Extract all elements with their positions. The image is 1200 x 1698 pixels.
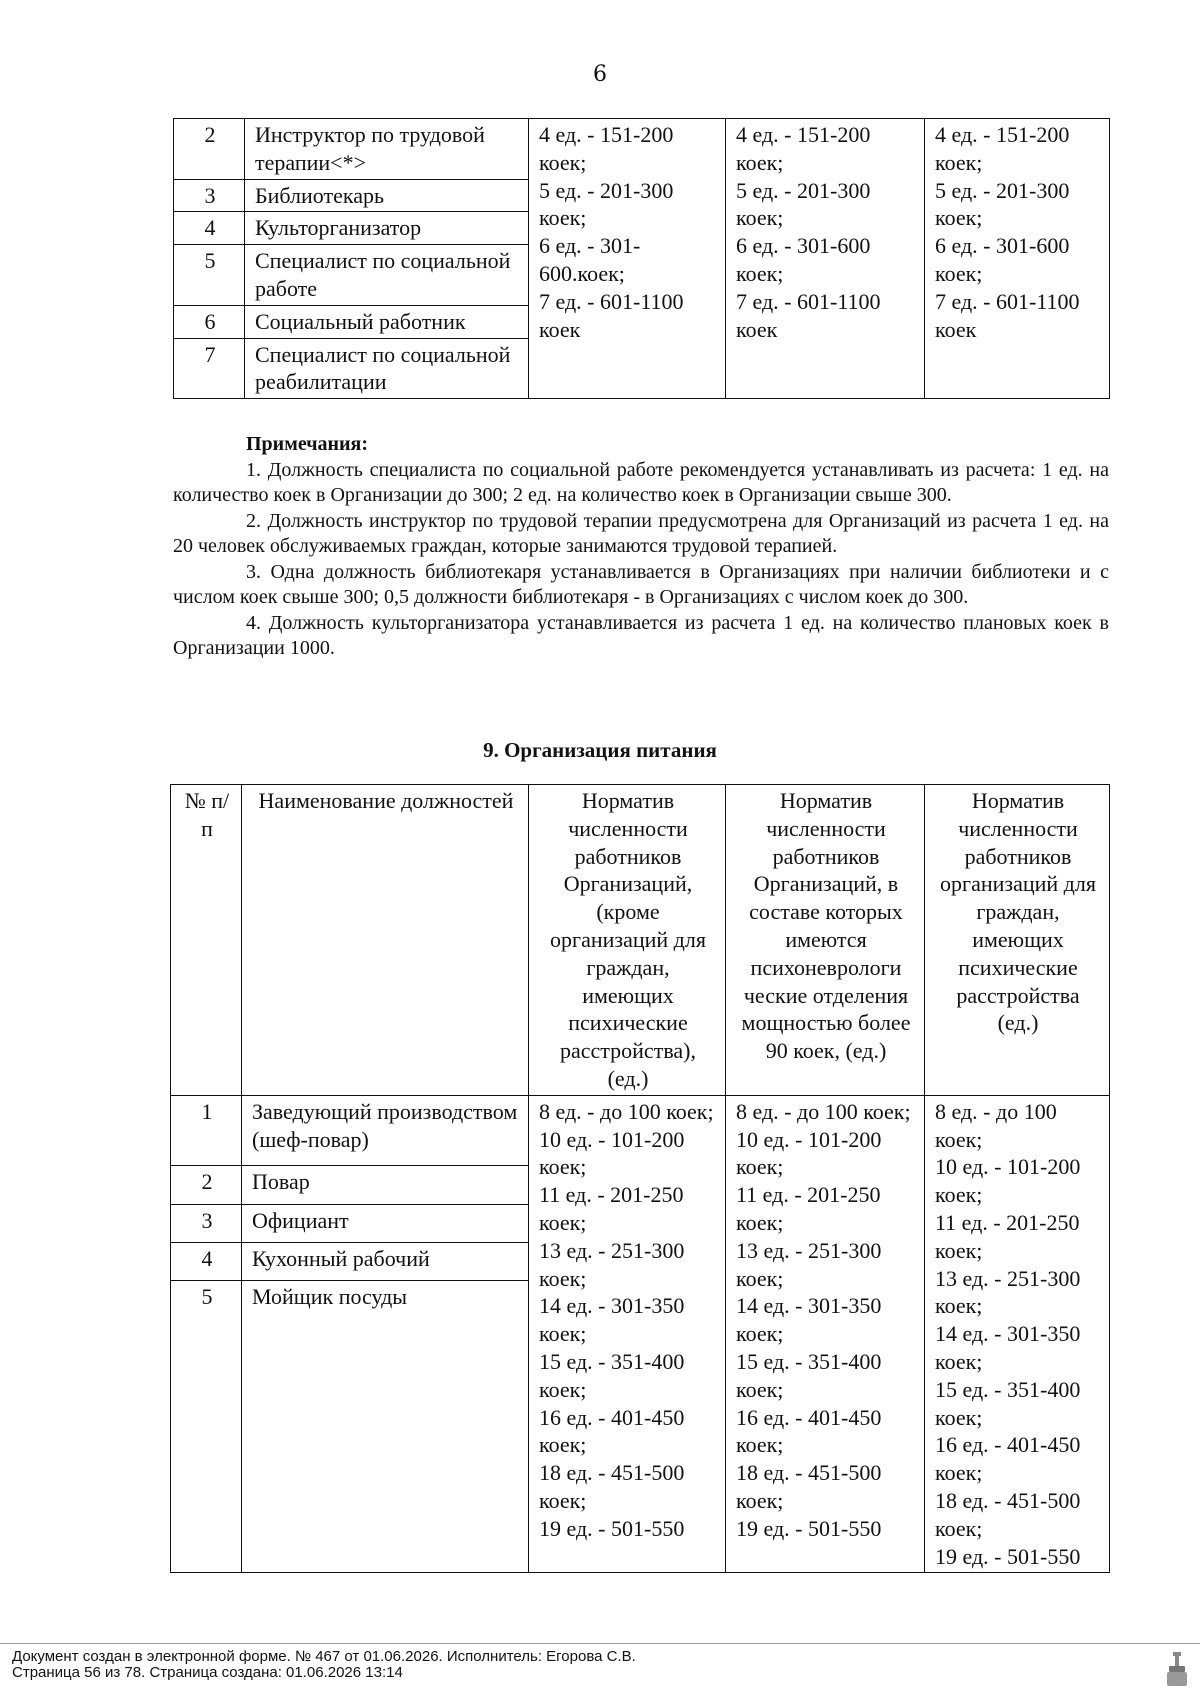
- header-name: Наименование должностей: [242, 785, 529, 1096]
- row-number: 4: [171, 1243, 242, 1281]
- row-number: 6: [174, 305, 245, 338]
- position-name: Специалист по социальной реабилитации: [245, 338, 529, 399]
- note-item: 3. Одна должность библиотекаря устанавливается в Организациях при наличии библиотеки и с числом коек свыше 300; 0,5 должности библиотекаря - в Организациях с числом коек до 300.: [173, 560, 1109, 608]
- row-number: 2: [174, 119, 245, 180]
- footer-line-2: Страница 56 из 78. Страница создана: 01.06.2026 13:14: [12, 1664, 403, 1681]
- row-number: 5: [171, 1281, 242, 1573]
- table-row: [171, 1095, 1110, 1166]
- norm-cell-col3: 8 ед. - до 100 коек; 10 ед. - 101-200 коек; 11 ед. - 201-250 коек; 13 ед. - 251-300 коек; 14 ед. - 301-350 коек; 15 ед. - 351-400 коек; 16 ед. - 401-450 коек; 18 ед. - 451-500 коек; 19 ед. - 501-550: [925, 1095, 1110, 1573]
- position-name: Инструктор по трудовой терапии<*>: [245, 119, 529, 180]
- position-name: Кухонный рабочий: [242, 1243, 529, 1281]
- table-row: [174, 119, 1110, 180]
- document-footer: [12, 1649, 636, 1681]
- section-title: 9. Организация питания: [483, 738, 717, 762]
- row-number: 3: [171, 1204, 242, 1242]
- norm-cell-col2: 8 ед. - до 100 коек; 10 ед. - 101-200 коек; 11 ед. - 201-250 коек; 13 ед. - 251-300 коек; 14 ед. - 301-350 коек; 15 ед. - 351-400 коек; 16 ед. - 401-450 коек; 18 ед. - 451-500 коек; 19 ед. - 501-550: [726, 1095, 925, 1573]
- row-number: 7: [174, 338, 245, 399]
- table-header-row: [171, 785, 1110, 1096]
- note-item: 2. Должность инструктор по трудовой терапии предусмотрена для Организаций из расчета 1 ед. на 20 человек обслуживаемых граждан, которые занимаются трудовой терапией.: [173, 509, 1109, 557]
- notes-title: Примечания:: [246, 433, 369, 455]
- norm-cell-col2: 4 ед. - 151-200 коек; 5 ед. - 201-300 коек; 6 ед. - 301-600 коек; 7 ед. - 601-1100 коек: [726, 119, 925, 399]
- position-name: Повар: [242, 1166, 529, 1204]
- norm-cell-col3: 4 ед. - 151-200 коек; 5 ед. - 201-300 коек; 6 ед. - 301-600 коек; 7 ед. - 601-1100 коек: [925, 119, 1110, 399]
- row-number: 1: [171, 1095, 242, 1166]
- footer-line-1: Документ создан в электронной форме. № 467 от 01.06.2026. Исполнитель: Егорова С.В.: [12, 1648, 636, 1665]
- row-number: 5: [174, 245, 245, 306]
- page-number: 6: [593, 62, 607, 87]
- header-col3: Норматив численности работников организаций для граждан, имеющих психические расстройства (ед.): [925, 785, 1110, 1096]
- position-name: Заведующий производством (шеф-повар): [242, 1095, 529, 1166]
- row-number: 4: [174, 212, 245, 245]
- notes-section: [173, 432, 1109, 662]
- footer-divider: [0, 1643, 1200, 1644]
- position-name: Официант: [242, 1204, 529, 1242]
- position-name: Мойщик посуды: [242, 1281, 529, 1573]
- position-name: Культорганизатор: [245, 212, 529, 245]
- header-col2: Норматив численности работников Организаций, в составе которых имеются психоневрологи ческие отделения мощностью более 90 коек, (ед.): [726, 785, 925, 1096]
- position-name: Библиотекарь: [245, 179, 529, 212]
- note-item: 1. Должность специалиста по социальной работе рекомендуется устанавливать из расчета: 1 ед. на количество коек в Организации до 300; 2 ед. на количество коек в Организации свыше 300.: [173, 458, 1109, 506]
- norm-cell-col1: 8 ед. - до 100 коек; 10 ед. - 101-200 коек; 11 ед. - 201-250 коек; 13 ед. - 251-300 коек; 14 ед. - 301-350 коек; 15 ед. - 351-400 коек; 16 ед. - 401-450 коек; 18 ед. - 451-500 коек; 19 ед. - 501-550: [529, 1095, 726, 1573]
- position-name: Социальный работник: [245, 305, 529, 338]
- norm-cell-col1: 4 ед. - 151-200 коек; 5 ед. - 201-300 коек; 6 ед. - 301-600.коек; 7 ед. - 601-1100 коек: [529, 119, 726, 399]
- row-number: 3: [174, 179, 245, 212]
- staff-table-continued: [173, 118, 1110, 399]
- header-num: № п/п: [171, 785, 242, 1096]
- position-name: Специалист по социальной работе: [245, 245, 529, 306]
- catering-staff-table: [170, 784, 1110, 1573]
- note-item: 4. Должность культорганизатора устанавливается из расчета 1 ед. на количество плановых коек в Организации 1000.: [173, 611, 1109, 659]
- header-col1: Норматив численности работников Организаций, (кроме организаций для граждан, имеющих психические расстройства), (ед.): [529, 785, 726, 1096]
- document-stamp-icon: [1166, 1652, 1188, 1686]
- row-number: 2: [171, 1166, 242, 1204]
